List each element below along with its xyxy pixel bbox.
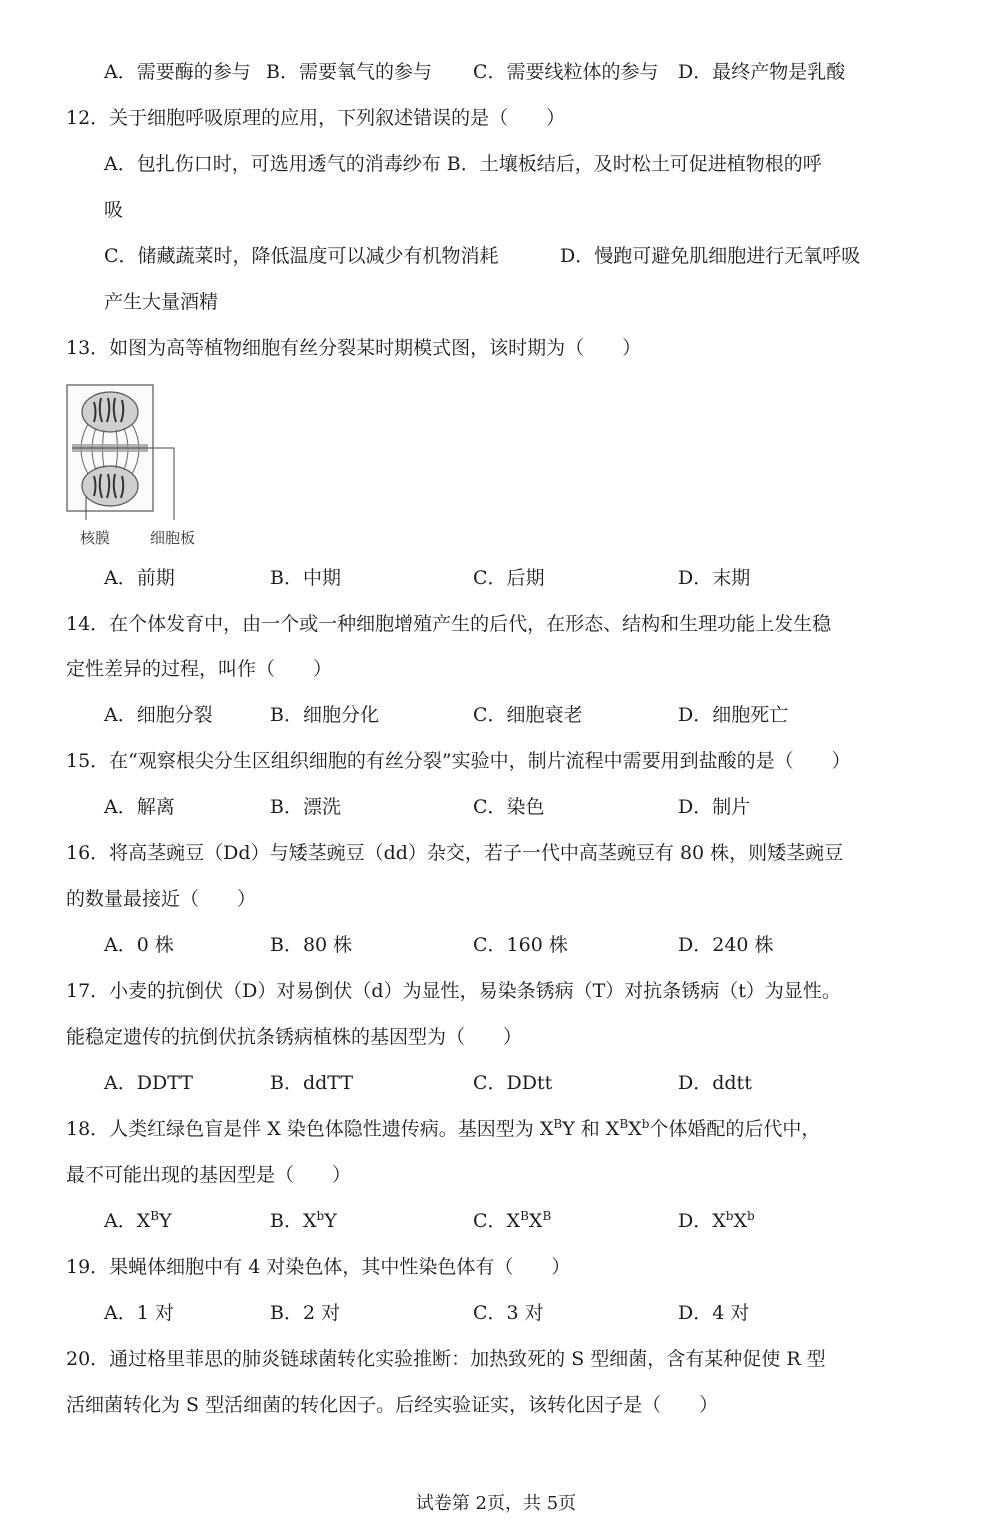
q17-option-c: C．DDtt xyxy=(473,1072,553,1094)
q16-stem-line1: 16．将高茎豌豆（Dd）与矮茎豌豆（dd）杂交，若子一代中高茎豌豆有 80 株，则矮茎豌豆 xyxy=(66,842,844,864)
q12-options-ab-line1: A．包扎伤口时，可选用透气的消毒纱布 B．土壤板结后，及时松土可促进植物根的呼 xyxy=(104,153,822,175)
q12-option-c: C．储藏蔬菜时，降低温度可以减少有机物消耗 xyxy=(104,245,499,267)
q15-option-b: B．漂洗 xyxy=(270,796,341,818)
q18-option-d: D．$X^bX^b$ xyxy=(678,1209,755,1232)
q12-option-d-line2: 产生大量酒精 xyxy=(104,291,219,313)
q17-option-d: D．ddtt xyxy=(678,1072,752,1094)
q13-option-a: A．前期 xyxy=(104,567,175,589)
q13-stem: 13．如图为高等植物细胞有丝分裂某时期模式图，该时期为（ ） xyxy=(66,337,642,359)
q16-stem-line2: 的数量最接近（ ） xyxy=(66,888,257,910)
q13-option-b: B．中期 xyxy=(270,567,341,589)
q16-option-a: A．0 株 xyxy=(104,934,174,956)
q18-stem-line2: 最不可能出现的基因型是（ ） xyxy=(66,1164,352,1186)
q14-option-c: C．细胞衰老 xyxy=(473,704,583,726)
q15-stem: 15．在“观察根尖分生区组织细胞的有丝分裂”实验中，制片流程中需要用到盐酸的是（ ） xyxy=(66,750,851,772)
q11-option-a: A．需要酶的参与 xyxy=(104,61,251,83)
q14-option-a: A．细胞分裂 xyxy=(104,704,213,726)
q17-stem-line2: 能稳定遗传的抗倒伏抗条锈病植株的基因型为（ ） xyxy=(66,1026,523,1048)
q17-option-a: A．DDTT xyxy=(104,1072,193,1094)
q16-option-d: D．240 株 xyxy=(678,934,774,956)
q16-option-b: B．80 株 xyxy=(270,934,353,956)
q11-option-b: B．需要氧气的参与 xyxy=(266,61,432,83)
q13-option-d: D．末期 xyxy=(678,567,751,589)
q12-stem: 12．关于细胞呼吸原理的应用，下列叙述错误的是（ ） xyxy=(66,107,566,129)
figure-label-nuclear-membrane: 核膜 xyxy=(80,529,111,547)
q17-option-b: B．ddTT xyxy=(270,1072,353,1094)
q15-option-d: D．制片 xyxy=(678,796,751,818)
q15-option-c: C．染色 xyxy=(473,796,545,818)
q19-option-b: B．2 对 xyxy=(270,1302,341,1324)
q12-options-ab-line2: 吸 xyxy=(104,199,124,221)
q12-option-d-line1: D．慢跑可避免肌细胞进行无氧呼吸 xyxy=(560,245,861,267)
q14-option-d: D．细胞死亡 xyxy=(678,704,789,726)
q13-option-c: C．后期 xyxy=(473,567,545,589)
q19-option-c: C．3 对 xyxy=(473,1302,544,1324)
q15-option-a: A．解离 xyxy=(104,796,175,818)
q18-option-c: C．$X^BX^B$ xyxy=(473,1209,552,1232)
q14-stem-line2: 定性差异的过程，叫作（ ） xyxy=(66,658,333,680)
q19-stem: 19．果蝇体细胞中有 4 对染色体，其中性染色体有（ ） xyxy=(66,1256,571,1278)
q20-stem-line1: 20．通过格里菲思的肺炎链球菌转化实验推断：加热致死的 S 型细菌，含有某种促使 R 型 xyxy=(66,1348,826,1370)
q19-option-d: D．4 对 xyxy=(678,1302,750,1324)
q18-option-b: B．$X^bY$ xyxy=(270,1209,337,1232)
cell-telophase-diagram xyxy=(66,384,206,524)
q11-option-c: C．需要线粒体的参与 xyxy=(473,61,659,83)
q20-stem-line2: 活细菌转化为 S 型活细菌的转化因子。后经实验证实，该转化因子是（ ） xyxy=(66,1394,719,1416)
q11-option-d: D．最终产物是乳酸 xyxy=(678,61,846,83)
page-footer: 试卷第 2页，共 5页 xyxy=(415,1493,577,1514)
q19-option-a: A．1 对 xyxy=(104,1302,174,1324)
figure-label-cell-plate: 细胞板 xyxy=(150,529,196,547)
q14-stem-line1: 14．在个体发育中，由一个或一种细胞增殖产生的后代，在形态、结构和生理功能上发生稳 xyxy=(66,613,832,635)
mitosis-figure xyxy=(66,384,206,550)
q17-stem-line1: 17．小麦的抗倒伏（D）对易倒伏（d）为显性，易染条锈病（T）对抗条锈病（t）为显性。 xyxy=(66,980,841,1002)
q18-option-a: A．$X^BY$ xyxy=(104,1209,172,1232)
q16-option-c: C．160 株 xyxy=(473,934,568,956)
q18-stem-line1: 18．人类红绿色盲是伴 X 染色体隐性遗传病。基因型为 $X^BY$ 和 $X^BX^b$个体婚配的后代中， xyxy=(66,1117,821,1140)
q14-option-b: B．细胞分化 xyxy=(270,704,379,726)
